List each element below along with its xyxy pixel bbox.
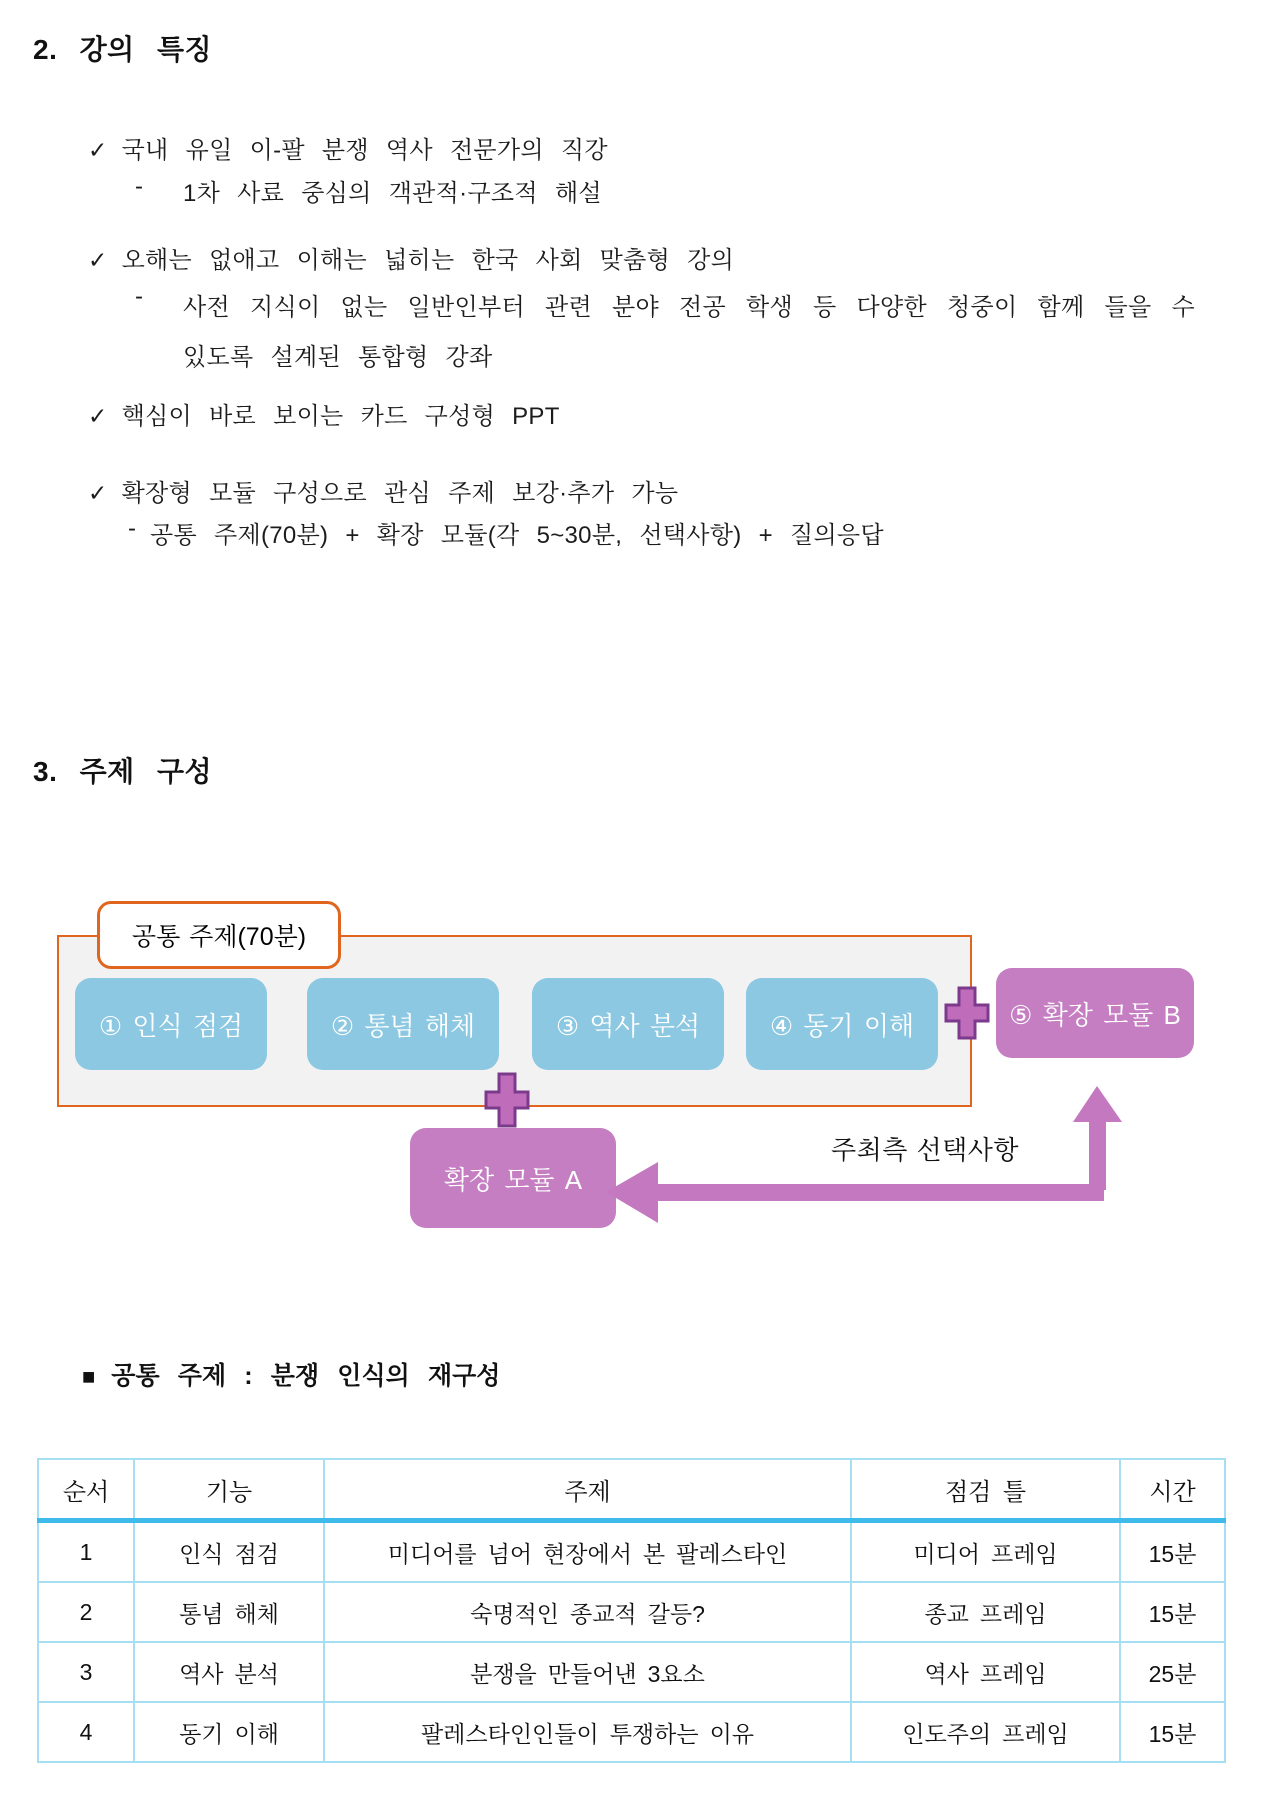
table-row: [38, 1642, 1225, 1702]
table-cell: 동기 이해: [134, 1702, 324, 1762]
table-cell: 3: [38, 1642, 134, 1702]
table-header-row: [38, 1459, 1225, 1521]
common-topic-table: [37, 1458, 1226, 1763]
bullet-4-sub: [128, 515, 884, 550]
module-b-box: ⑤ 확장 모듈 B: [996, 968, 1194, 1058]
dash-glyph: -: [128, 515, 137, 542]
col-header-function: 기능: [134, 1459, 324, 1521]
table-cell: 인도주의 프레임: [851, 1702, 1120, 1762]
table-cell: 미디어를 넘어 현장에서 본 팔레스타인: [324, 1521, 851, 1583]
table-row: [38, 1702, 1225, 1762]
bullet-2-sub: [135, 283, 1195, 383]
check-icon: ✓: [88, 403, 108, 429]
table-subheading-text: 공통 주제 : 분쟁 인식의 재구성: [111, 1362, 501, 1390]
table-cell: 4: [38, 1702, 134, 1762]
table-cell: 역사 분석: [134, 1642, 324, 1702]
module-4-box: ④ 동기 이해: [746, 978, 938, 1070]
col-header-topic: 주제: [324, 1459, 851, 1521]
bullet-4-text: 확장형 모듈 구성으로 관심 주제 보강·추가 가능: [121, 480, 679, 507]
bullet-4: [88, 473, 678, 508]
table-cell: 1: [38, 1521, 134, 1583]
check-icon: ✓: [88, 480, 108, 506]
module-a-box: 확장 모듈 A: [410, 1128, 616, 1228]
module-2-box: ② 통념 해체: [307, 978, 499, 1070]
bullet-3: [88, 396, 560, 431]
check-icon: ✓: [88, 137, 108, 163]
table-subheading: [82, 1356, 500, 1392]
common-topic-label: 공통 주제(70분): [97, 901, 341, 969]
section2-heading: 2. 강의 특징: [33, 34, 213, 65]
bullet-1-sub-text: 1차 사료 중심의 객관적·구조적 해설: [183, 180, 602, 207]
table-cell: 15분: [1120, 1582, 1225, 1642]
bullet-1-text: 국내 유일 이-팔 분쟁 역사 전문가의 직강: [121, 137, 608, 164]
table-cell: 분쟁을 만들어낸 3요소: [324, 1642, 851, 1702]
col-header-time: 시간: [1120, 1459, 1225, 1521]
bullet-2-text: 오해는 없애고 이해는 넓히는 한국 사회 맞춤형 강의: [121, 247, 735, 274]
bullet-3-text: 핵심이 바로 보이는 카드 구성형 PPT: [121, 403, 560, 430]
plus-icon: [944, 986, 990, 1040]
col-header-frame: 점검 틀: [851, 1459, 1120, 1521]
bullet-4-sub-text: 공통 주제(70분) + 확장 모듈(각 5~30분, 선택사항) + 질의응답: [150, 522, 884, 549]
table-cell: 숙명적인 종교적 갈등?: [324, 1582, 851, 1642]
module-1-box: ① 인식 점검: [75, 978, 267, 1070]
table-cell: 미디어 프레임: [851, 1521, 1120, 1583]
bullet-1-sub: [135, 173, 602, 208]
bullet-2-sub-text: 사전 지식이 없는 일반인부터 관련 분야 전공 학생 등 다양한 청중이 함께 들을 수 있도록 설계된 통합형 강좌: [183, 294, 1195, 371]
check-icon: ✓: [88, 247, 108, 273]
col-header-order: 순서: [38, 1459, 134, 1521]
plus-icon: [484, 1072, 530, 1128]
bullet-2: [88, 240, 734, 275]
square-bullet-icon: ■: [82, 1364, 96, 1389]
table-cell: 2: [38, 1582, 134, 1642]
table-cell: 팔레스타인인들이 투쟁하는 이유: [324, 1702, 851, 1762]
dash-glyph: -: [135, 283, 144, 310]
table-cell: 종교 프레임: [851, 1582, 1120, 1642]
table-cell: 역사 프레임: [851, 1642, 1120, 1702]
bullet-1: [88, 130, 608, 165]
table-cell: 15분: [1120, 1702, 1225, 1762]
dash-glyph: -: [135, 173, 144, 200]
table-cell: 15분: [1120, 1521, 1225, 1583]
section3-heading: 3. 주제 구성: [33, 756, 213, 787]
module-3-box: ③ 역사 분석: [532, 978, 724, 1070]
table-row: [38, 1582, 1225, 1642]
table-row: [38, 1521, 1225, 1583]
table-cell: 인식 점검: [134, 1521, 324, 1583]
arrow-label: 주최측 선택사항: [830, 1135, 1020, 1165]
table-cell: 25분: [1120, 1642, 1225, 1702]
table-cell: 통념 해체: [134, 1582, 324, 1642]
